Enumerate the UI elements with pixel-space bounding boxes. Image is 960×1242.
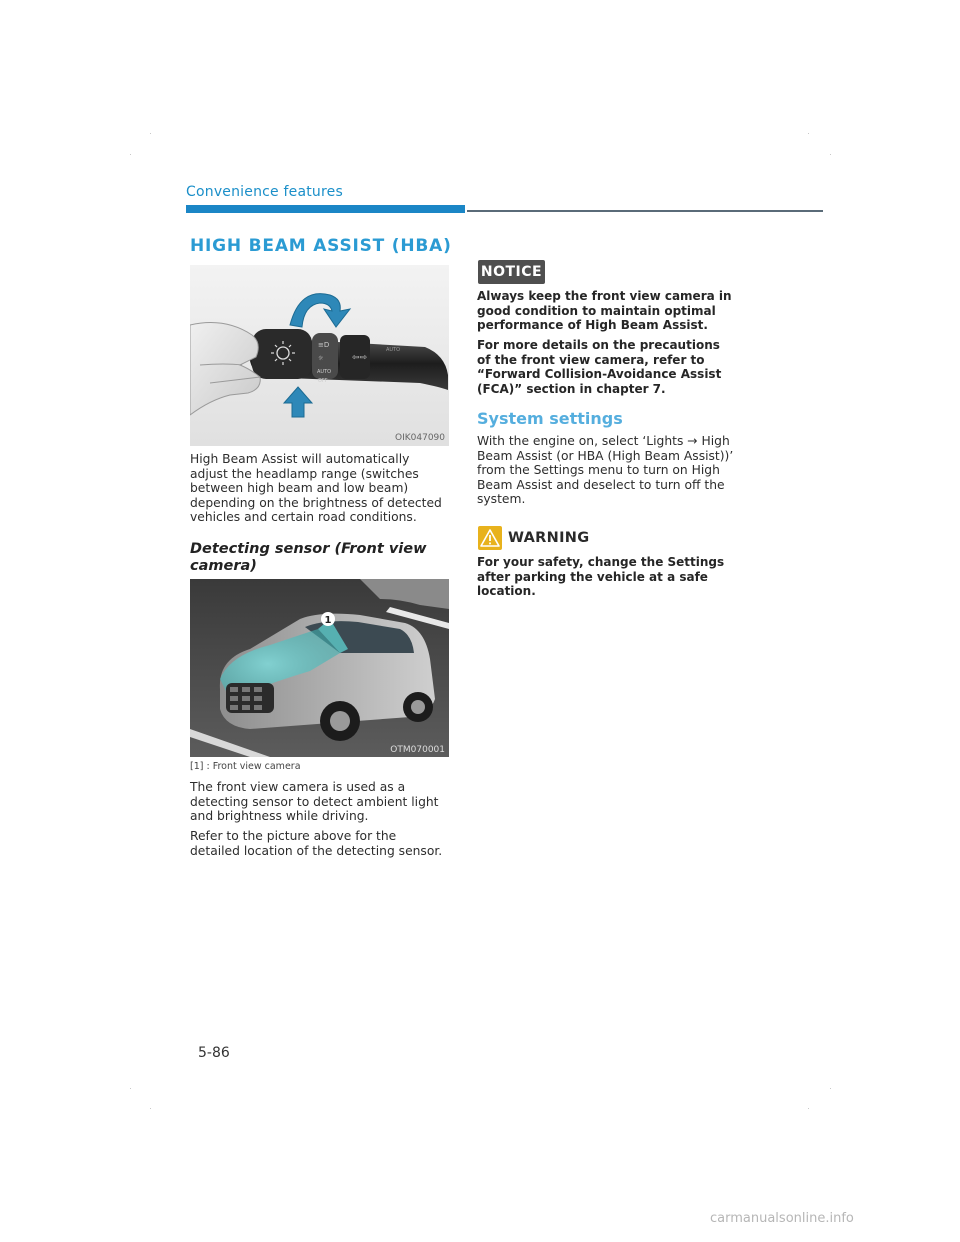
header-rule-thin bbox=[467, 210, 823, 212]
svg-text:≡D: ≡D bbox=[318, 341, 330, 349]
sensor-paragraph-1: The front view camera is used as a detecting sensor to detect ambient light and brightness while driving. bbox=[190, 780, 439, 824]
page-number: 5-86 bbox=[198, 1045, 230, 1061]
system-settings-paragraph: With the engine on, select ‘Lights → High Beam Assist (or HBA (High Beam Assist))’ from the Settings menu to turn on High Beam Assist and deselect to turn off the system. bbox=[477, 434, 734, 507]
svg-text:OFF: OFF bbox=[318, 378, 328, 384]
svg-text:⇦⇨: ⇦⇨ bbox=[352, 353, 368, 363]
callout-number: 1 bbox=[324, 615, 332, 626]
notice-badge: NOTICE bbox=[478, 260, 545, 284]
sensor-paragraph-2: Refer to the picture above for the detailed location of the detecting sensor. bbox=[190, 829, 443, 858]
sensor-heading: Detecting sensor (Front view camera) bbox=[190, 541, 427, 574]
svg-text:AUTO: AUTO bbox=[317, 369, 332, 375]
crop-mark bbox=[130, 1088, 131, 1089]
warning-paragraph: For your safety, change the Settings after parking the vehicle at a safe location. bbox=[477, 555, 725, 599]
system-settings-heading: System settings bbox=[477, 409, 623, 428]
headlamp-lever-illustration bbox=[190, 265, 449, 446]
figure-caption: [1] : Front view camera bbox=[190, 761, 301, 772]
crop-mark bbox=[830, 154, 831, 155]
intro-paragraph: High Beam Assist will automatically adjust the headlamp range (switches between high beam and low beam) depending on the brightness of detected vehicles and certain road conditions. bbox=[190, 452, 442, 525]
notice-paragraph-2: For more details on the precautions of the front view camera, refer to “Forward Collision-Avoidance Assist (FCA)” section in chapter 7. bbox=[477, 338, 722, 396]
warning-icon bbox=[478, 526, 502, 550]
crop-mark bbox=[130, 154, 131, 155]
svg-text:AUTO: AUTO bbox=[386, 347, 401, 353]
crop-mark bbox=[808, 1108, 809, 1109]
header-rule-thick bbox=[186, 205, 465, 213]
watermark: carmanualsonline.info bbox=[710, 1211, 854, 1226]
crop-mark bbox=[150, 1108, 151, 1109]
section-label: Convenience features bbox=[186, 184, 343, 200]
svg-text:☼: ☼ bbox=[318, 355, 324, 362]
warning-label: WARNING bbox=[508, 530, 590, 546]
figure-code: OTM070001 bbox=[390, 745, 445, 755]
crop-mark bbox=[808, 133, 809, 134]
front-camera-figure bbox=[190, 579, 449, 757]
headlamp-lever-figure bbox=[190, 265, 449, 446]
figure-code: OIK047090 bbox=[395, 433, 445, 443]
crop-mark bbox=[150, 133, 151, 134]
page-title: HIGH BEAM ASSIST (HBA) bbox=[190, 236, 452, 256]
vehicle-camera-illustration bbox=[190, 579, 449, 757]
crop-mark bbox=[830, 1088, 831, 1089]
notice-paragraph-1: Always keep the front view camera in good condition to maintain optimal performance of High Beam Assist. bbox=[477, 289, 732, 333]
